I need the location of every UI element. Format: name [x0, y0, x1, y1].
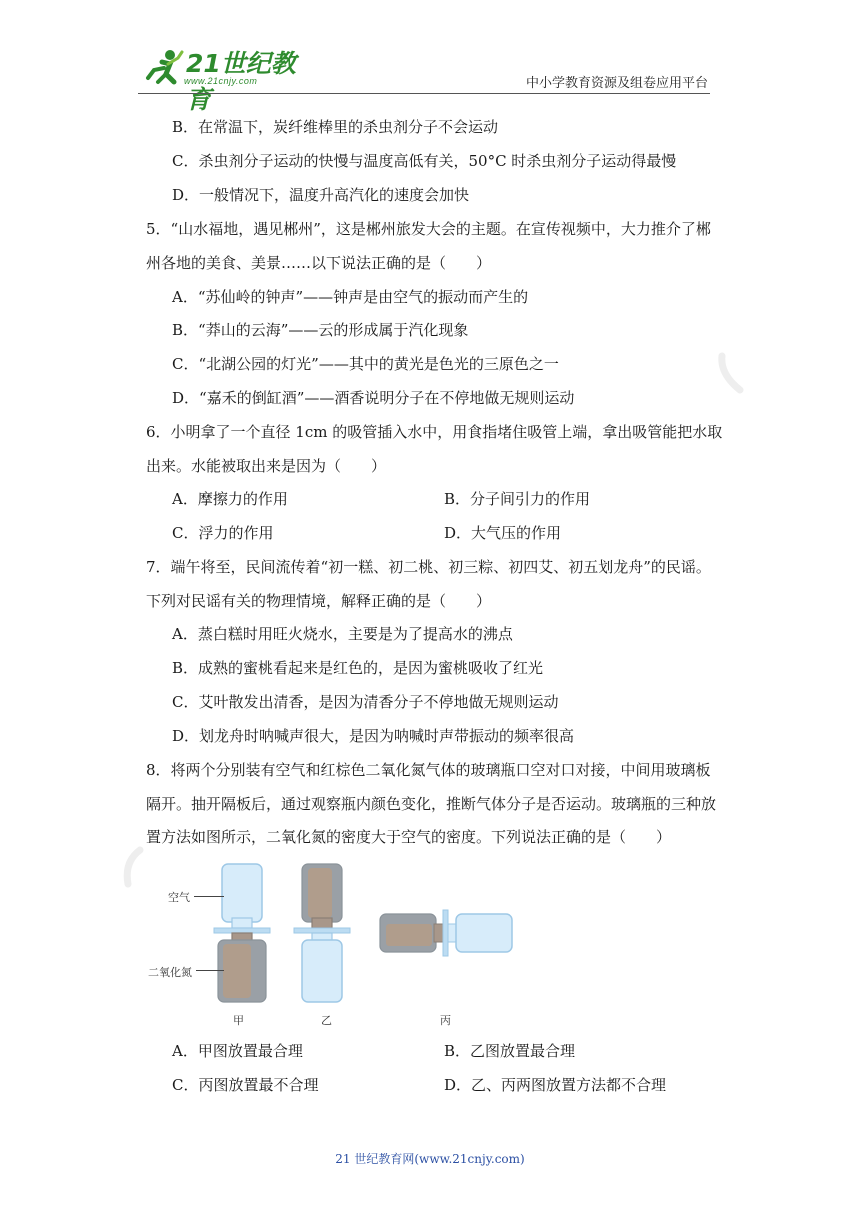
caption-yi: 乙 [321, 1014, 332, 1027]
text-line: C．浮力的作用 [172, 524, 274, 542]
caption-bing: 丙 [440, 1014, 451, 1027]
caption-jia: 甲 [233, 1014, 244, 1027]
runner-logo-icon [140, 48, 184, 88]
text-line: B．成熟的蜜桃看起来是红色的，是因为蜜桃吸收了红光 [172, 659, 544, 677]
text-line: B．分子间引力的作用 [444, 490, 591, 508]
text-line: 7．端午将至，民间流传着“初一糕、初二桃、初三粽、初四艾、初五划龙舟”的民谣。 [146, 558, 711, 576]
text-line: C．杀虫剂分子运动的快慢与温度高低有关，50°C 时杀虫剂分子运动得最慢 [172, 152, 677, 170]
logo-text: 21世纪教育 [186, 49, 296, 114]
text-line: C．艾叶散发出清香，是因为清香分子不停地做无规则运动 [172, 693, 559, 711]
label-no2: 二氧化氮 [148, 966, 192, 979]
text-line: D．大气压的作用 [444, 524, 562, 542]
text-line: B．乙图放置最合理 [444, 1042, 576, 1060]
text-line: 出来。水能被取出来是因为（ ） [146, 457, 387, 475]
text-line: B．在常温下，炭纤维棒里的杀虫剂分子不会运动 [172, 118, 499, 136]
page-footer[interactable]: 21 世纪教育网(www.21cnjy.com) [335, 1152, 525, 1166]
text-line: D．划龙舟时呐喊声很大，是因为呐喊时声带振动的频率很高 [172, 727, 575, 745]
text-line: C．“北湖公园的灯光”——其中的黄光是色光的三原色之一 [172, 355, 559, 373]
label-air: 空气 [168, 891, 190, 904]
text-line: A．“苏仙岭的钟声”——钟声是由空气的振动而产生的 [172, 288, 529, 306]
leader-line-air [194, 896, 224, 897]
text-line: D．“嘉禾的倒缸酒”——酒香说明分子在不停地做无规则运动 [172, 389, 575, 407]
text-line: 州各地的美食、美景……以下说法正确的是（ ） [146, 254, 492, 272]
text-line: 6．小明拿了一个直径 1cm 的吸管插入水中，用食指堵住吸管上端，拿出吸管能把水取 [146, 423, 723, 441]
text-line: 5．“山水福地，遇见郴州”，这是郴州旅发大会的主题。在宣传视频中，大力推介了郴 [146, 220, 711, 238]
text-line: A．蒸白糕时用旺火烧水，主要是为了提高水的沸点 [172, 625, 513, 643]
platform-tagline: 中小学教育资源及组卷应用平台 [525, 76, 708, 91]
text-line: A．摩擦力的作用 [172, 490, 288, 508]
leader-line-no2 [196, 970, 224, 971]
text-line: D．乙、丙两图放置方法都不合理 [444, 1076, 667, 1094]
text-line: D．一般情况下，温度升高汽化的速度会加快 [172, 186, 470, 204]
text-line: B．“莽山的云海”——云的形成属于汽化现象 [172, 321, 469, 339]
decorative-bracket-icon [718, 352, 748, 396]
bottle-setup-bing [378, 906, 518, 966]
text-line: 置方法如图所示，二氧化氮的密度大于空气的密度。下列说法正确的是（ ） [146, 828, 672, 846]
text-line: 下列对民谣有关的物理情境，解释正确的是（ ） [146, 592, 492, 610]
page-header [0, 0, 860, 114]
bottle-setup-yi [290, 860, 360, 1010]
gas-diffusion-figure [130, 852, 550, 1032]
text-line: A．甲图放置最合理 [172, 1042, 303, 1060]
text-line: 隔开。抽开隔板后，通过观察瓶内颜色变化，推断气体分子是否运动。玻璃瓶的三种放 [146, 795, 717, 813]
site-logo[interactable] [140, 44, 310, 114]
bottle-setup-jia [210, 860, 280, 1010]
header-divider [138, 93, 710, 94]
logo-url: www.21cnjy.com [184, 76, 258, 86]
text-line: 8．将两个分别装有空气和红棕色二氧化氮气体的玻璃瓶口空对口对接，中间用玻璃板 [146, 761, 711, 779]
text-line: C．丙图放置最不合理 [172, 1076, 319, 1094]
